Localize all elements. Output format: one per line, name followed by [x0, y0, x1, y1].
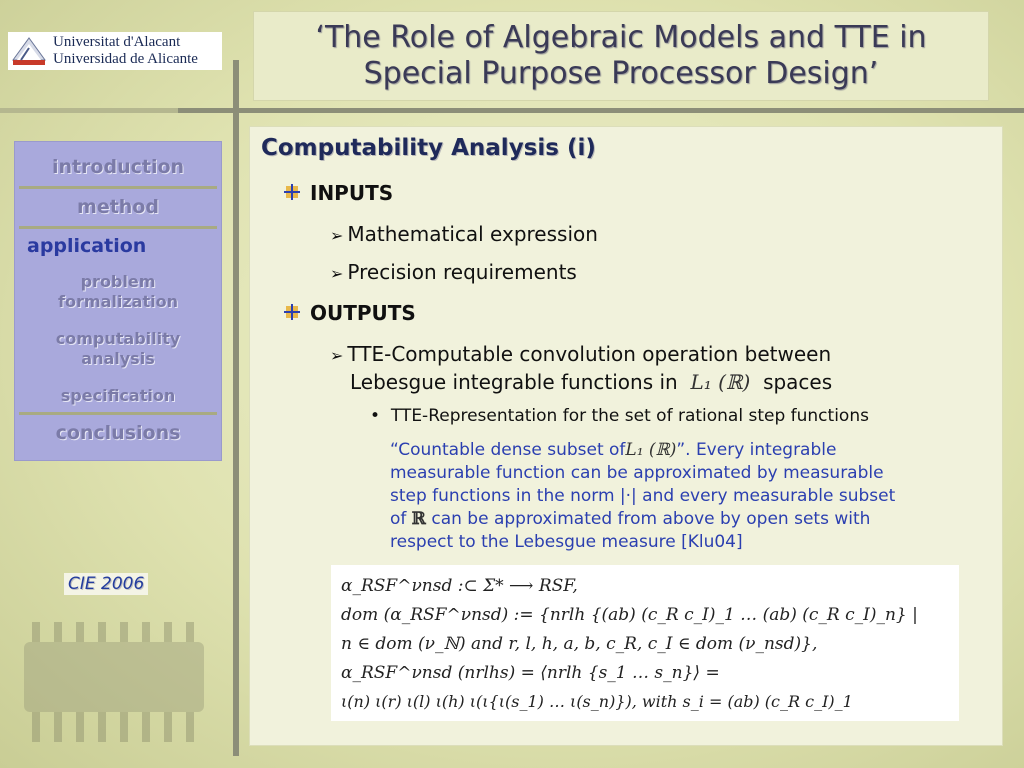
output-text: spaces — [763, 370, 833, 394]
formula-line-1: α_RSF^νnsd :⊂ Σ* ⟶ RSF, — [341, 576, 578, 596]
quote-text: can be approximated from above by open sets with — [431, 509, 871, 529]
title-line-1: ‘The Role of Algebraic Models and TTE in — [315, 20, 927, 55]
quote-paragraph — [390, 439, 1000, 554]
l1-space-symbol: L₁ (ℝ) — [625, 440, 677, 460]
reals-symbol: ℝ — [411, 509, 426, 529]
nav-item-introduction[interactable]: introduction — [51, 156, 185, 178]
quote-text: measurable function can be approximated by measurable — [390, 463, 884, 483]
formula-line-4: α_RSF^νnsd (nrlhs) = ⟨nrlh {s_1 … s_n}⟩ = — [341, 663, 720, 683]
sub-bullet-text: TTE-Representation for the set of rational step functions — [390, 406, 869, 426]
conference-badge: CIE 2006 — [64, 573, 148, 595]
content-panel — [249, 126, 1003, 746]
quote-text: “Countable dense subset of — [390, 440, 626, 460]
formula-line-2: dom (α_RSF^νnsd) := {nrlh {(ab) (c_R c_I)_1 … (ab) (c_R c_I)_n} | — [341, 605, 918, 625]
university-logo — [8, 32, 222, 70]
university-logo-icon — [11, 34, 47, 68]
nav-separator — [19, 226, 217, 229]
nav-label: formalization — [58, 292, 178, 311]
nav-separator — [19, 186, 217, 189]
nav-label: problem — [80, 272, 156, 291]
chip-decoration-icon — [14, 612, 214, 752]
title-line-2: Special Purpose Processor Design’ — [363, 56, 879, 91]
nav-item-specification[interactable]: specification — [60, 386, 176, 405]
logo-line-2: Universidad de Alicante — [53, 51, 198, 67]
arrow-bullet-icon: ➢ — [330, 264, 344, 283]
bullet-inputs — [284, 181, 393, 205]
formula-image — [331, 565, 959, 721]
section-nav — [14, 141, 222, 461]
output-text: TTE-Computable convolution operation between — [347, 342, 832, 366]
quote-text: step functions in the norm |·| and every measurable subset — [390, 486, 896, 506]
outputs-label: OUTPUTS — [310, 301, 416, 325]
nav-label: computability — [55, 329, 181, 348]
bullet-outputs — [284, 301, 416, 325]
arrow-bullet-icon: ➢ — [330, 226, 344, 245]
bullet-icon — [284, 301, 300, 325]
nav-item-conclusions[interactable]: conclusions — [55, 422, 181, 444]
formula-line-3: n ∈ dom (ν_ℕ) and r, l, h, a, b, c_R, c_I ∈ dom (ν_nsd)}, — [341, 634, 818, 654]
page-title — [254, 20, 988, 92]
nav-item-problem-formalization[interactable] — [15, 272, 221, 312]
quote-text: respect to the Lebesgue measure [Klu04] — [390, 532, 743, 552]
divider-vertical — [233, 60, 239, 756]
input-item — [330, 259, 577, 287]
nav-item-computability-analysis[interactable] — [15, 329, 221, 369]
divider-top — [178, 108, 1024, 113]
quote-text: of — [390, 509, 407, 529]
nav-separator — [19, 412, 217, 415]
divider-left — [0, 108, 180, 113]
quote-text: ”. Every integrable — [676, 440, 837, 460]
nav-item-application[interactable]: application — [27, 235, 147, 257]
input-text: Mathematical expression — [347, 222, 598, 246]
logo-line-1: Universitat d'Alacant — [53, 34, 181, 50]
nav-item-method[interactable]: method — [77, 196, 159, 218]
section-heading: Computability Analysis (i) — [261, 135, 596, 161]
l1-space-symbol: L₁ (ℝ) — [690, 370, 751, 394]
output-item — [330, 341, 832, 395]
bullet-icon — [284, 181, 300, 205]
inputs-label: INPUTS — [310, 181, 394, 205]
output-text: Lebesgue integrable functions in — [350, 370, 678, 394]
nav-label: analysis — [81, 349, 155, 368]
arrow-bullet-icon: ➢ — [330, 346, 344, 365]
input-text: Precision requirements — [347, 260, 577, 284]
title-box — [254, 12, 988, 100]
formula-line-5: ι(n) ι(r) ι(l) ι(h) ι(ι{ι(s_1) … ι(s_n)}), with s_i = (ab) (c_R c_I)_1 — [341, 692, 853, 711]
input-item — [330, 221, 598, 249]
sub-bullet: • TTE-Representation for the set of rational step functions — [370, 406, 869, 426]
